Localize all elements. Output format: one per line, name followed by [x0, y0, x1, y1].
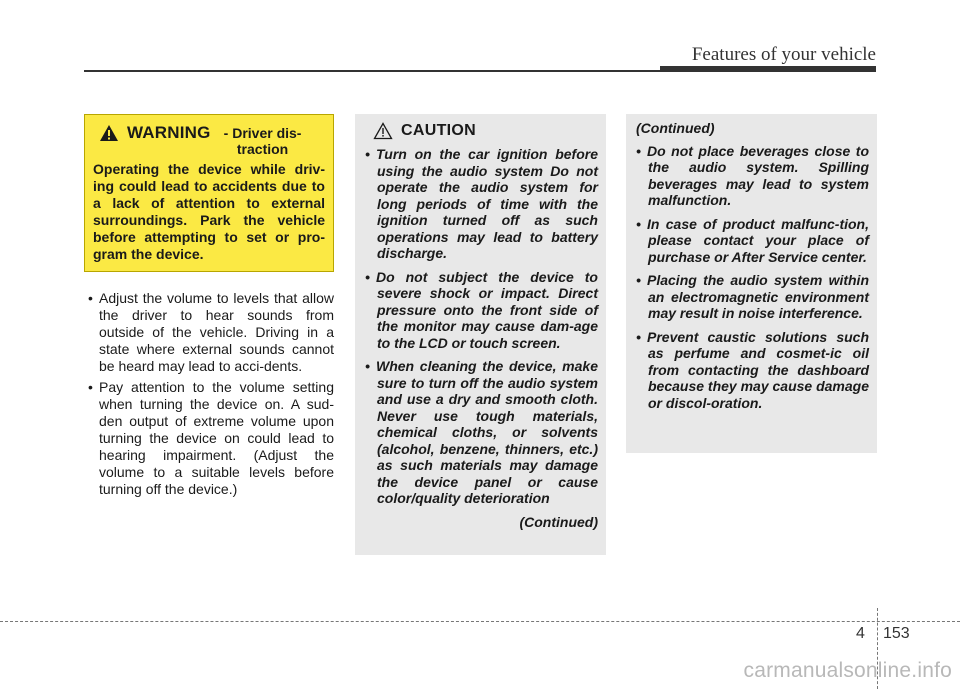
page-header-title: Features of your vehicle — [691, 44, 876, 65]
bullet-icon: • — [365, 358, 370, 374]
list-item — [636, 143, 869, 209]
footer-rule — [0, 621, 960, 622]
bullet-icon: • — [88, 290, 93, 306]
list-item — [636, 216, 869, 266]
chapter-number: 4 — [856, 625, 865, 642]
bullet-icon: • — [636, 142, 641, 159]
bullet-icon: • — [88, 379, 93, 395]
list-item-text: Prevent caustic solutions such as perfume and cosmet-ic oil from contacting the dashboard because they may cause damage or discol-oration. — [647, 328, 870, 411]
list-item — [636, 329, 869, 412]
caution-heading — [365, 122, 598, 140]
header-rule-accent — [660, 66, 876, 72]
list-item — [365, 146, 598, 262]
body-bullet-list — [88, 290, 334, 502]
warning-box — [84, 114, 334, 272]
bullet-icon: • — [365, 268, 370, 285]
list-item — [365, 358, 598, 507]
bullet-icon: • — [636, 272, 641, 288]
caution-triangle-icon — [373, 122, 393, 140]
caution-list — [365, 146, 598, 507]
warning-text: Operating the device while driv-ing could lead to accidents due to a lack of attention to external surroundings. Park the vehicle before attempting to set or pro-gram the device. — [93, 161, 325, 262]
list-item-text: When cleaning the device, make sure to turn off the audio system and use a dry and smooth cloth. Never use tough materials, chemical cloths, or solvents (alcohol, benzene, thinners, etc.) as such materials may damage the device panel or cause color/quality deterioration — [376, 358, 598, 506]
warning-subtitle: - Driver dis-traction — [223, 125, 302, 157]
list-item — [365, 269, 598, 352]
list-item-text: Placing the audio system within an electromagnetic environment may result in noise interference. — [647, 272, 869, 321]
caution-box — [355, 114, 606, 555]
list-item-text: Pay attention to the volume setting when turning the device on. A sud-den output of extreme volume upon turning the device on could lead to hearing impairment. (Adjust the volume to a suitable levels before turning off the device.) — [99, 379, 334, 497]
continued-label: (Continued) — [636, 120, 715, 136]
watermark: carmanualsonline.info — [743, 659, 952, 682]
list-item — [636, 272, 869, 322]
caution-title: CAUTION — [401, 122, 476, 139]
bullet-icon: • — [636, 215, 641, 232]
caution-continued-box — [626, 114, 877, 453]
list-item-text: Adjust the volume to levels that allow the driver to hear sounds from outside of the vehicle. Driving in a state where external sounds cannot be heard may lead to acci-dents. — [99, 290, 334, 374]
list-item-text: In case of product malfunc-tion, please contact your place of purchase or After Service center. — [647, 215, 869, 265]
bullet-icon: • — [365, 146, 370, 162]
list-item-text: Do not place beverages close to the audio system. Spilling beverages may lead to system malfunction. — [647, 142, 869, 208]
continued-caution-list — [636, 143, 869, 412]
list-item — [88, 290, 334, 375]
bullet-icon: • — [636, 328, 641, 345]
list-item — [88, 379, 334, 498]
warning-title: WARNING — [127, 123, 211, 142]
warning-heading — [93, 123, 325, 157]
page-number: 153 — [883, 625, 910, 642]
caution-continued-label: (Continued) — [519, 513, 598, 530]
list-item-text: Turn on the car ignition before using the audio system Do not operate the audio system for long periods of time with the ignition turned off as such operations may lead to battery discharge. — [376, 146, 598, 261]
list-item-text: Do not subject the device to severe shock or impact. Direct pressure onto the front side of the monitor may cause dam-age to the LCD or touch screen. — [376, 268, 598, 351]
warning-triangle-icon — [99, 124, 119, 142]
